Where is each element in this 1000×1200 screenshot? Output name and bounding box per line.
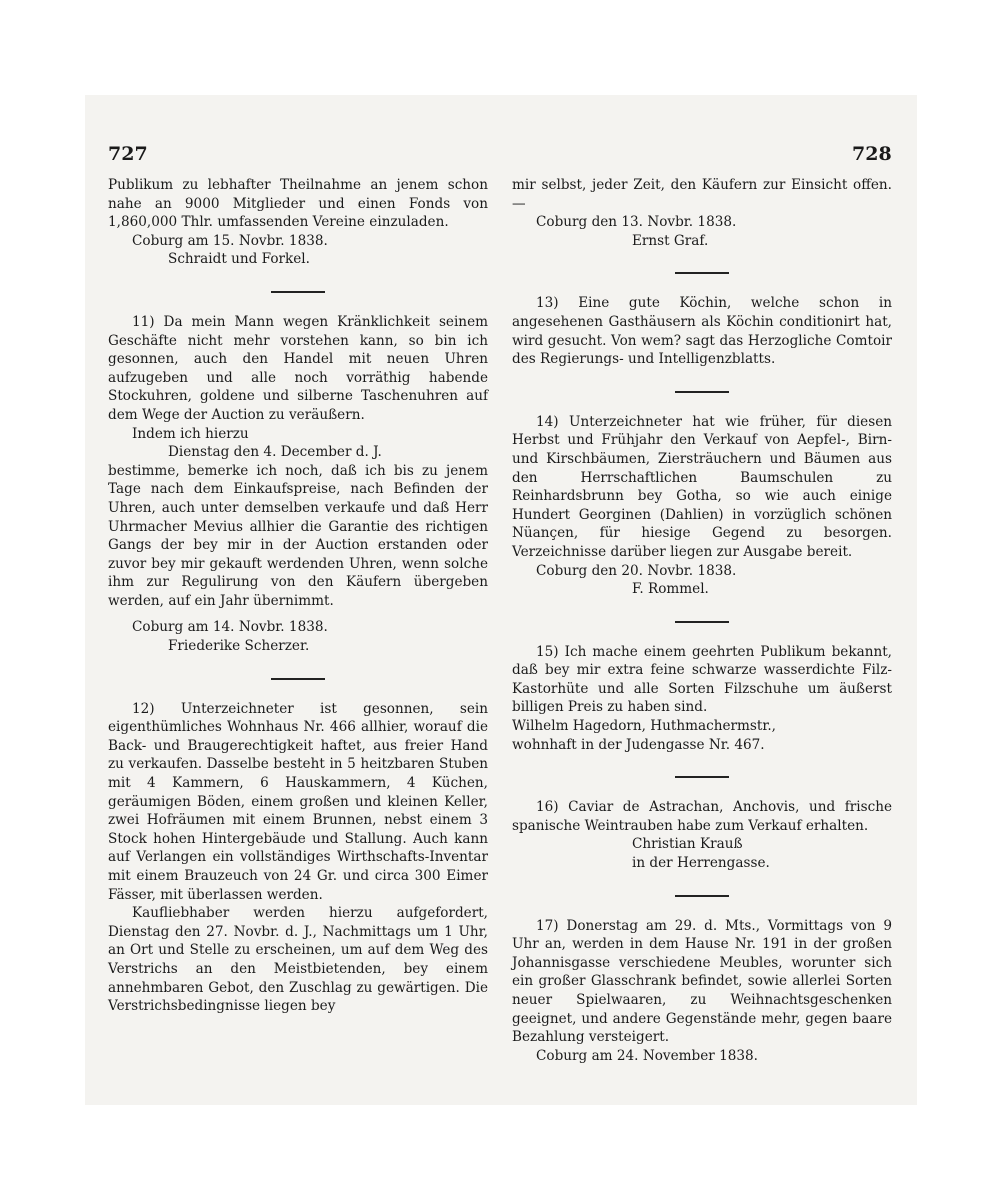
ad-16-text: 16) Caviar de Astrachan, Anchovis, und frische spanische Weintrauben habe zum Verkauf erhalten. bbox=[512, 799, 892, 834]
divider bbox=[512, 250, 892, 294]
right-column bbox=[512, 176, 892, 1065]
ad-15-text: 15) Ich mache einem geehrten Publikum bekannt, daß bey mir extra feine schwarze wasserdichte Filz- Kastorhüte und alle Sorten Filzschuhe um äußerst billigen Preis zu haben sind. bbox=[512, 643, 892, 716]
ad-14-signature: F. Rommel. bbox=[632, 581, 709, 598]
notice-continuation-text: mir selbst, jeder Zeit, den Käufern zur Einsicht offen. — bbox=[512, 177, 892, 212]
ad-11-date: Coburg am 14. Novbr. 1838. bbox=[132, 619, 328, 636]
notice-date: Coburg den 13. Novbr. 1838. bbox=[536, 214, 737, 231]
page-number-right: 728 bbox=[852, 143, 892, 165]
ad-14-date: Coburg den 20. Novbr. 1838. bbox=[536, 562, 737, 579]
ad-11-text: 11) Da mein Mann wegen Kränklichkeit seinem Geschäfte nicht mehr vorstehen kann, so bin ich gesonnen, auch den Handel mit neuen Uhren aufzugeben und alle noch vorräthig habende Stockuhren, goldene und silberne Taschenuhren auf dem Wege der Auction zu veräußern. bbox=[108, 313, 488, 423]
ad-11-line: Indem ich hierzu bbox=[132, 425, 249, 442]
divider bbox=[512, 873, 892, 917]
ad-15-signature: Wilhelm Hagedorn, Huthmachermstr., bbox=[512, 718, 776, 735]
divider bbox=[512, 599, 892, 643]
notice-date: Coburg am 15. Novbr. 1838. bbox=[132, 232, 328, 249]
ad-16-signature: Christian Krauß bbox=[632, 836, 743, 853]
page-number-left: 727 bbox=[108, 143, 148, 165]
ad-15-address: wohnhaft in der Judengasse Nr. 467. bbox=[512, 736, 765, 753]
divider bbox=[512, 754, 892, 798]
notice-signature: Ernst Graf. bbox=[632, 232, 709, 249]
ad-12-text-continued: Kaufliebhaber werden hierzu aufgefordert, Dienstag den 27. Novbr. d. J., Nachmittags um 1 Uhr, an Ort und Stelle zu erscheinen, um auf dem Weg des Verstrichs an den Meistbietenden, bey einem annehmbaren Gebot, den Zuschlag zu gewärtigen. Die Verstrichsbedingnisse liegen bey bbox=[108, 905, 488, 1015]
ad-13-text: 13) Eine gute Köchin, welche schon in angesehenen Gasthäusern als Köchin conditionirt hat, wird gesucht. Von wem? sagt das Herzogliche Comtoir des Regierungs- und Intelligenzblatts. bbox=[512, 295, 892, 368]
ad-11-auction-date: Dienstag den 4. December d. J. bbox=[168, 444, 382, 461]
ad-16-address: in der Herrengasse. bbox=[632, 855, 770, 872]
ad-12-text: 12) Unterzeichneter ist gesonnen, sein eigenthümliches Wohnhaus Nr. 466 allhier, worauf die Back- und Braugerechtigkeit haftet, aus freier Hand zu verkaufen. Dasselbe besteht in 5 heitzbaren Stuben mit 4 Kammern, 6 Hauskammern, 4 Küchen, geräumigen Böden, einem großen und kleinen Keller, zwei Hofräumen mit einem Brunnen, nebst einem 3 Stock hohen Hintergebäude und Stallung. Auch kann auf Verlangen ein vollständiges Wirthschafts-Inventar mit einem Brauzeuch von 24 Gr. und circa 300 Eimer Fässer, mit überlassen werden. bbox=[108, 700, 488, 903]
ad-17-date: Coburg am 24. November 1838. bbox=[536, 1047, 758, 1064]
ad-11-signature: Friederike Scherzer. bbox=[168, 638, 310, 655]
divider bbox=[512, 369, 892, 413]
left-column bbox=[108, 176, 488, 1016]
notice-signature: Schraidt und Forkel. bbox=[168, 251, 310, 268]
ad-14-text: 14) Unterzeichneter hat wie früher, für diesen Herbst und Frühjahr den Verkauf von Aepfel-, Birn- und Kirschbäumen, Ziersträuchern und Bäumen aus den Herrschaftlichen Baumschulen zu Reinhardsbrunn bey Gotha, so wie auch einige Hundert Georginen (Dahlien) in vorzüglich schönen Nüançen, für hiesige Gegend zu besorgen. Verzeichnisse darüber liegen zur Ausgabe bereit. bbox=[512, 413, 892, 560]
notice-continuation-text: Publikum zu lebhafter Theilnahme an jenem schon nahe an 9000 Mitglieder und einen Fonds von 1,860,000 Thlr. umfassenden Vereine einzuladen. bbox=[108, 177, 488, 231]
ad-11-text-continued: bestimme, bemerke ich noch, daß ich bis zu jenem Tage nach dem Einkaufspreise, nach Befinden der Uhren, auch unter demselben verkaufe und daß Herr Uhrmacher Mevius allhier die Garantie des richtigen Gangs der bey mir in der Auction erstanden oder zuvor bey mir gekauft werdenden Uhren, wenn solche ihm zur Regulirung von den Käufern übergeben werden, auf ein Jahr übernimmt. bbox=[108, 462, 488, 609]
ad-17-text: 17) Donerstag am 29. d. Mts., Vormittags von 9 Uhr an, werden in dem Hause Nr. 191 in der großen Johannisgasse verschiedene Meubles, worunter sich ein großer Glasschrank befindet, sowie allerlei Sorten neuer Spielwaaren, zu Weihnachtsgeschenken geeignet, und andere Gegenstände mehr, gegen baare Bezahlung versteigert. bbox=[512, 917, 892, 1046]
divider bbox=[108, 269, 488, 313]
divider bbox=[108, 656, 488, 700]
